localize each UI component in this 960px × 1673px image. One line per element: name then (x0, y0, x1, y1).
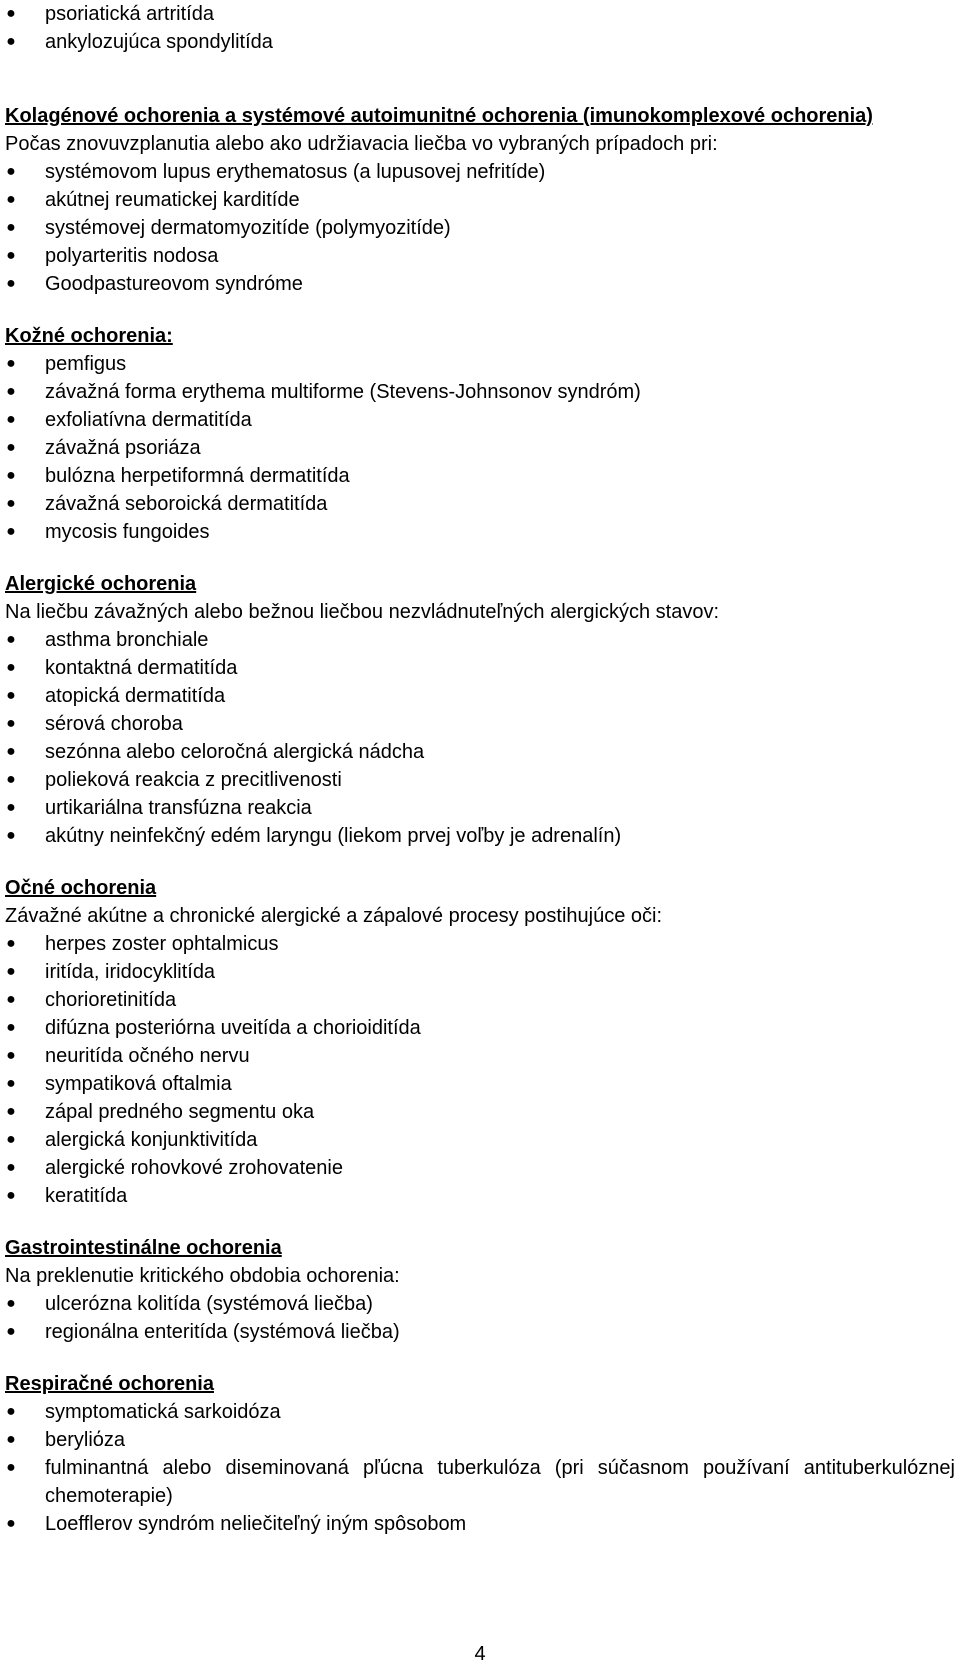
section-respiracne (5, 1370, 955, 1538)
list-item: ● Loefflerov syndróm neliečiteľný iným spôsobom (5, 1510, 955, 1538)
list-item: ● keratitída (5, 1182, 955, 1210)
section-intro: Počas znovuvzplanutia alebo ako udržiavacia liečba vo vybraných prípadoch pri: (5, 133, 718, 155)
bullet-icon: ● (6, 191, 16, 208)
list-item: ● mycosis fungoides (5, 518, 955, 546)
list-item: ● chorioretinitída (5, 986, 955, 1014)
bullet-icon: ● (6, 355, 16, 372)
bullet-list (5, 350, 955, 546)
list-item: ● ankylozujúca spondylitída (5, 28, 955, 56)
list-item: ● polieková reakcia z precitlivenosti (5, 766, 955, 794)
page-number: 4 (474, 1643, 486, 1665)
bullet-icon: ● (6, 771, 16, 788)
list-item: ● alergické rohovkové zrohovatenie (5, 1154, 955, 1182)
list-item: ● závažná psoriáza (5, 434, 955, 462)
section-intro: Na liečbu závažných alebo bežnou liečbou nezvládnuteľných alergických stavov: (5, 601, 720, 623)
bullet-icon: ● (6, 1515, 16, 1532)
bullet-icon: ● (6, 799, 16, 816)
bullet-icon: ● (6, 659, 16, 676)
list-item: ● systémovej dermatomyozitíde (polymyozitíde) (5, 214, 955, 242)
bullet-icon: ● (6, 687, 16, 704)
section-kozne (5, 322, 955, 546)
bullet-icon: ● (6, 991, 16, 1008)
list-item: ● regionálna enteritída (systémová liečba) (5, 1318, 955, 1346)
bullet-list (5, 1290, 955, 1346)
list-item: ● pemfigus (5, 350, 955, 378)
bullet-icon: ● (6, 1403, 16, 1420)
section-heading: Respiračné ochorenia (5, 1373, 214, 1395)
section-intro: Závažné akútne a chronické alergické a zápalové procesy postihujúce oči: (5, 905, 663, 927)
bullet-icon: ● (6, 1187, 16, 1204)
bullet-icon: ● (6, 715, 16, 732)
list-item: ● beryliόza (5, 1426, 955, 1454)
bullet-icon: ● (6, 411, 16, 428)
list-item: ● sympatiková oftalmia (5, 1070, 955, 1098)
bullet-icon: ● (6, 523, 16, 540)
section-heading: Alergické ochorenia (5, 573, 197, 595)
list-item: ● psoriatická artritída (5, 0, 955, 28)
section-gastro (5, 1234, 955, 1346)
list-item: ● symptomatická sarkoidóza (5, 1398, 955, 1426)
bullet-icon: ● (6, 1131, 16, 1148)
list-item: ● bulózna herpetiformná dermatitída (5, 462, 955, 490)
list-item: ● polyarteritis nodosa (5, 242, 955, 270)
section-heading: Očné ochorenia (5, 877, 157, 899)
bullet-icon: ● (6, 5, 16, 22)
bullet-icon: ● (6, 935, 16, 952)
section-alergicke (5, 570, 955, 850)
section-heading: Kolagénové ochorenia a systémové autoimunitné ochorenia (imunokomplexové ochorenia) (5, 105, 873, 127)
list-item: ● atopická dermatitída (5, 682, 955, 710)
bullet-icon: ● (6, 631, 16, 648)
list-item: ● sezónna alebo celoročná alergická nádcha (5, 738, 955, 766)
list-item: ● alergická konjunktivitída (5, 1126, 955, 1154)
bullet-icon: ● (6, 1431, 16, 1448)
bullet-icon: ● (6, 467, 16, 484)
bullet-icon: ● (6, 33, 16, 50)
list-item: ● závažná forma erythema multiforme (Stevens-Johnsonov syndróm) (5, 378, 955, 406)
bullet-icon: ● (6, 1323, 16, 1340)
bullet-list (5, 930, 955, 1210)
list-item: ● ulcerózna kolitída (systémová liečba) (5, 1290, 955, 1318)
document-page (5, 0, 955, 1538)
list-item: ● herpes zoster ophtalmicus (5, 930, 955, 958)
list-item: ● neuritída očného nervu (5, 1042, 955, 1070)
section-intro: Na preklenutie kritického obdobia ochorenia: (5, 1265, 400, 1287)
bullet-list (5, 158, 955, 298)
list-item: ● exfoliatívna dermatitída (5, 406, 955, 434)
list-item: ● difúzna posteriórna uveitída a chorioiditída (5, 1014, 955, 1042)
section-heading: Kožné ochorenia: (5, 325, 173, 347)
section-ocne (5, 874, 955, 1210)
list-item: ● iritída, iridocyklitída (5, 958, 955, 986)
bullet-icon: ● (6, 1159, 16, 1176)
bullet-icon: ● (6, 1047, 16, 1064)
bullet-icon: ● (6, 383, 16, 400)
list-item: ● závažná seboroická dermatitída (5, 490, 955, 518)
list-item: ● kontaktná dermatitída (5, 654, 955, 682)
list-item: ● asthma bronchiale (5, 626, 955, 654)
bullet-icon: ● (6, 275, 16, 292)
bullet-icon: ● (6, 1075, 16, 1092)
bullet-icon: ● (6, 439, 16, 456)
top-list (5, 0, 955, 56)
list-item: ● sérová choroba (5, 710, 955, 738)
bullet-icon: ● (6, 963, 16, 980)
bullet-icon: ● (6, 1459, 16, 1476)
section-heading: Gastrointestinálne ochorenia (5, 1237, 282, 1259)
bullet-icon: ● (6, 495, 16, 512)
list-item: ● fulminantná alebo diseminovaná pľúcna tuberkulóza (pri súčasnom používaní antituberkulóznej chemoterapie) (5, 1454, 955, 1510)
bullet-icon: ● (6, 827, 16, 844)
bullet-icon: ● (6, 163, 16, 180)
list-item: ● Goodpastureovom syndróme (5, 270, 955, 298)
bullet-icon: ● (6, 247, 16, 264)
list-item: ● akútnej reumatickej karditíde (5, 186, 955, 214)
bullet-icon: ● (6, 219, 16, 236)
list-item: ● akútny neinfekčný edém laryngu (liekom prvej voľby je adrenalín) (5, 822, 955, 850)
list-item: ● urtikariálna transfúzna reakcia (5, 794, 955, 822)
list-item: ● zápal predného segmentu oka (5, 1098, 955, 1126)
bullet-list (5, 626, 955, 850)
list-item: ● systémovom lupus erythematosus (a lupusovej nefritíde) (5, 158, 955, 186)
bullet-icon: ● (6, 743, 16, 760)
bullet-list (5, 1398, 955, 1538)
bullet-icon: ● (6, 1019, 16, 1036)
section-kolagenove (5, 102, 955, 298)
bullet-icon: ● (6, 1295, 16, 1312)
bullet-icon: ● (6, 1103, 16, 1120)
